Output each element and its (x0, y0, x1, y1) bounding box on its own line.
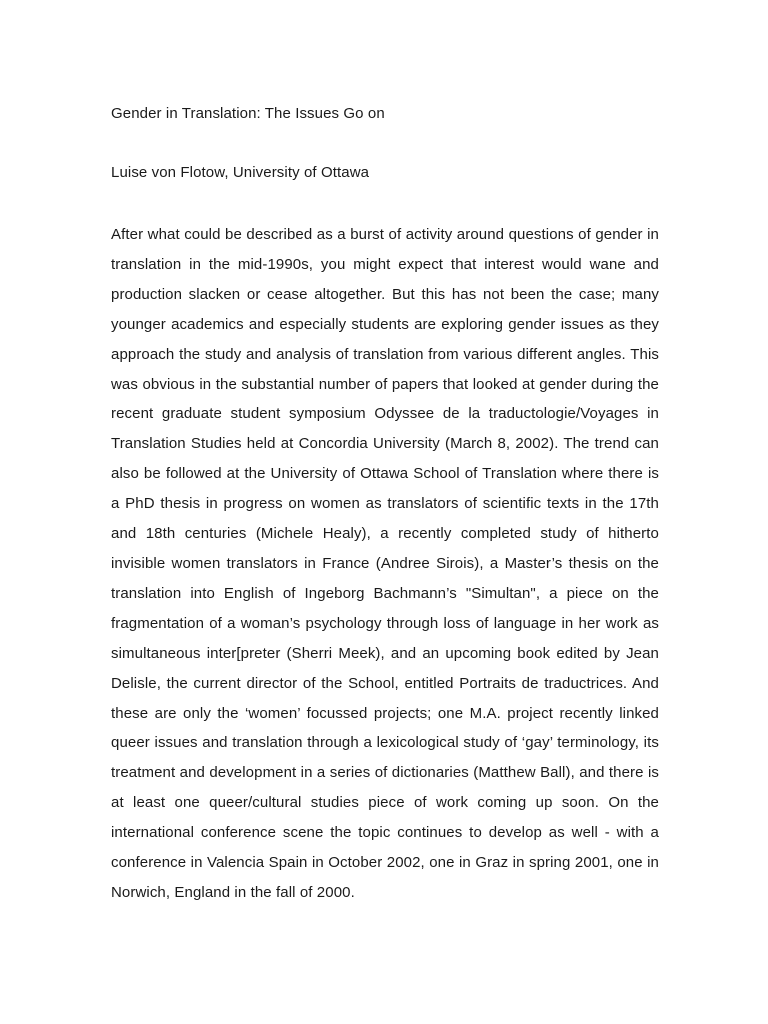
document-author: Luise von Flotow, University of Ottawa (111, 164, 370, 181)
document-title: Gender in Translation: The Issues Go on (111, 105, 385, 122)
document-body-paragraph: After what could be described as a burst of activity around questions of gender in translation in the mid-1990s, you might expect that interest would wane and production slacken or cease altogether. But this has not been the case; many younger academics and especially students are exploring gender issues as they approach the study and analysis of translation from various different angles. This was obvious in the substantial number of papers that looked at gender during the recent graduate student symposium Odyssee de la traductologie/Voyages in Translation Studies held at Concordia University (March 8, 2002). The trend can also be followed at the University of Ottawa School of Translation where there is a PhD thesis in progress on women as translators of scientific texts in the 17th and 18th centuries (Michele Healy), a recently completed study of hitherto invisible women translators in France (Andree Sirois), a Master’s thesis on the translation into English of Ingeborg Bachmann’s "Simultan", a piece on the fragmentation of a woman’s psychology through loss of language in her work as simultaneous inter[preter (Sherri Meek), and an upcoming book edited by Jean Delisle, the current director of the School, entitled Portraits de traductrices. And these are only the ‘women’ focussed projects; one M.A. project recently linked queer issues and translation through a lexicological study of ‘gay’ terminology, its treatment and development in a series of dictionaries (Matthew Ball), and there is at least one queer/cultural studies piece of work coming up soon. On the international conference scene the topic continues to develop as well - with a conference in Valencia Spain in October 2002, one in Graz in spring 2001, one in Norwich, England in the fall of 2000. (111, 226, 659, 901)
